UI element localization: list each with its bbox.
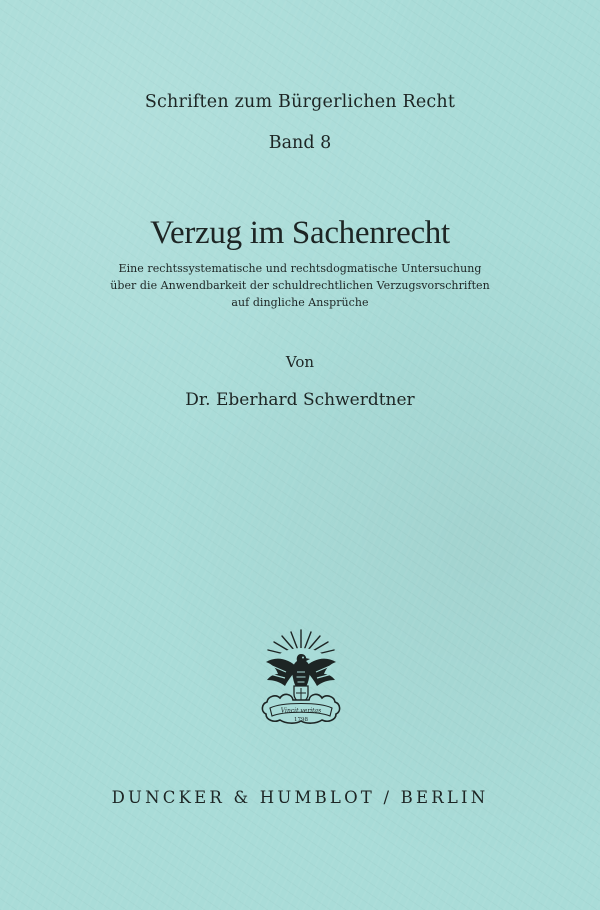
eagle-publisher-emblem-icon [258,628,344,726]
emblem-motto: Vincit veritas [280,707,322,715]
subtitle-line: Eine rechtssystematische und rechtsdogmatische Untersuchung [118,262,482,275]
by-label: Von [285,353,315,371]
book-title: Verzug im Sachenrecht [150,215,450,251]
volume-number: Band 8 [268,133,332,153]
emblem-year: 1798 [294,717,308,723]
subtitle-line: über die Anwendbarkeit der schuldrechtlichen Verzugsvorschriften [110,279,490,292]
publisher-imprint: DUNCKER & HUMBLOT / BERLIN [111,788,489,807]
series-title: Schriften zum Bürgerlichen Recht [144,92,456,112]
author-name: Dr. Eberhard Schwerdtner [185,390,415,410]
subtitle-line: auf dingliche Ansprüche [231,296,369,309]
